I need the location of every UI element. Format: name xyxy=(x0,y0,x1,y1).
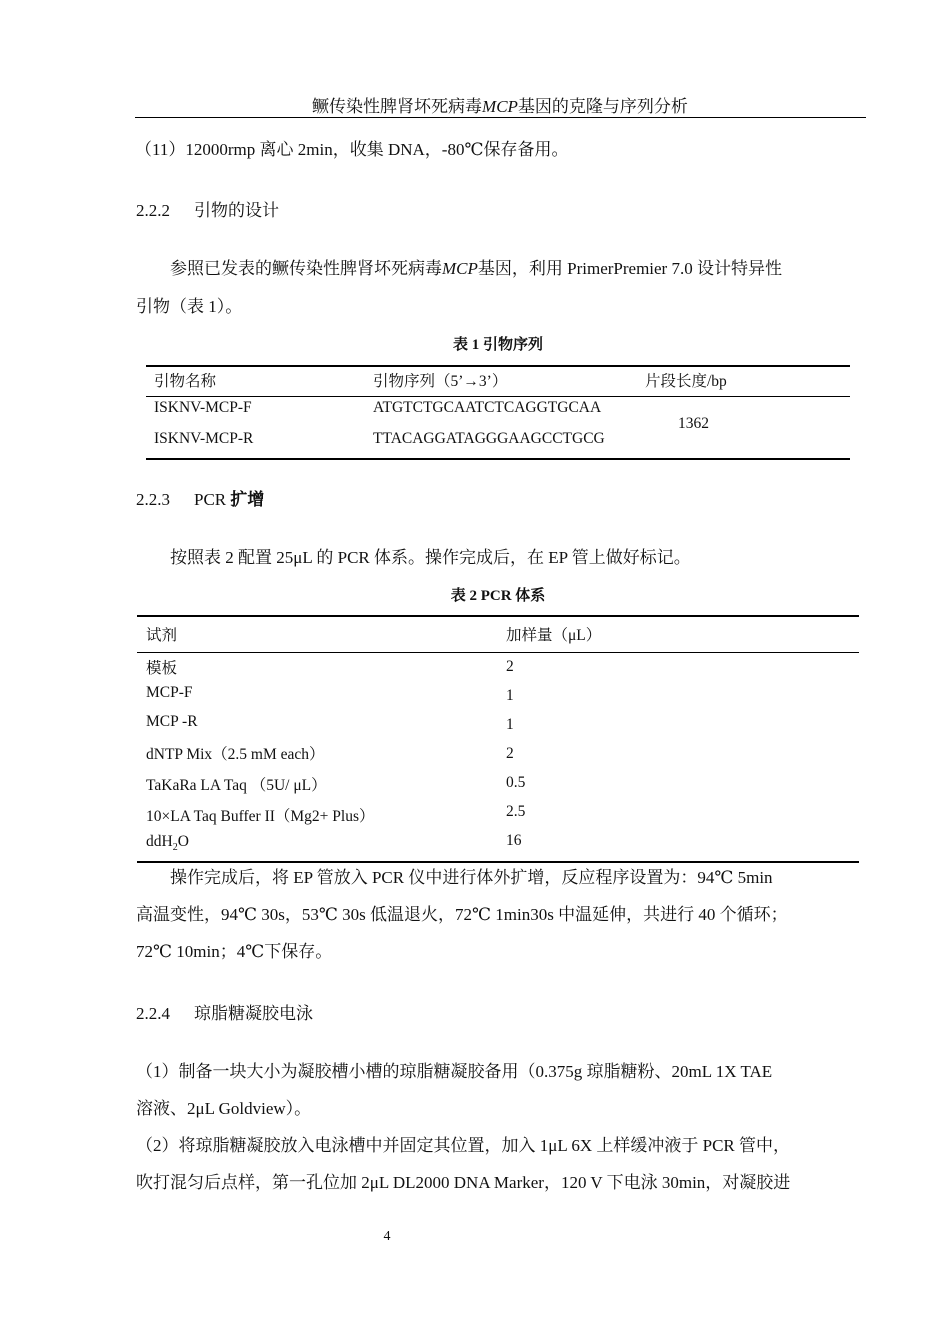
section-2-2-2-heading xyxy=(136,196,279,221)
table-1-row-2-sequence: TTACAGGATAGGGAAGCCTGCG xyxy=(373,430,605,447)
primer-paragraph-line-2: 引物（表 1）。 xyxy=(136,297,243,316)
table-2-row-amount: 16 xyxy=(506,832,522,849)
table-1-top-rule xyxy=(146,365,850,367)
table-2-row-reagent xyxy=(146,833,189,853)
table-2-header-rule xyxy=(137,652,859,653)
table-1-header-rule xyxy=(146,396,850,397)
section-title: 引物的设计 xyxy=(194,201,279,220)
table-2-row-amount: 1 xyxy=(506,687,514,704)
section-2-2-3-heading xyxy=(136,485,264,510)
ddh2o-pre: ddH xyxy=(146,833,173,850)
table-1-row-1-name: ISKNV-MCP-F xyxy=(154,399,252,416)
table-2-row-reagent: dNTP Mix（2.5 mM each） xyxy=(146,746,325,763)
table-2-row-amount: 1 xyxy=(506,716,514,733)
gel-step-2-line-2: 吹打混匀后点样，第一孔位加 2μL DL2000 DNA Marker，120 V 下电泳 30min，对凝胶进 xyxy=(136,1173,791,1192)
table-1-row-1-sequence: ATGTCTGCAATCTCAGGTGCAA xyxy=(373,399,602,416)
table-2-row-reagent: TaKaRa LA Taq （5U/ μL） xyxy=(146,777,327,794)
gel-step-1-line-2: 溶液、2μL Goldview）。 xyxy=(136,1099,312,1118)
primer-para-gene: MCP xyxy=(442,259,478,278)
section-title: 扩增 xyxy=(230,490,265,509)
header-title-post: 基因的克隆与序列分析 xyxy=(517,97,688,116)
table-2-top-rule xyxy=(137,615,859,617)
table-1-length-value: 1362 xyxy=(678,415,709,432)
table-2-header-reagent: 试剂 xyxy=(146,627,178,644)
header-rule xyxy=(135,117,866,118)
section-number: 2.2.4 xyxy=(136,1004,170,1023)
program-paragraph-line-1: 操作完成后，将 EP 管放入 PCR 仪中进行体外扩增，反应程序设置为：94℃ 5min xyxy=(170,868,773,887)
table-2-row-reagent: MCP -R xyxy=(146,713,198,730)
section-number: 2.2.3 xyxy=(136,490,170,509)
table-2-row-reagent: 模板 xyxy=(146,660,178,677)
running-header xyxy=(135,92,865,117)
page-number: 4 xyxy=(383,1229,391,1244)
pcr-paragraph: 按照表 2 配置 25μL 的 PCR 体系。操作完成后，在 EP 管上做好标记。 xyxy=(170,548,691,567)
program-paragraph-line-3: 72℃ 10min；4℃下保存。 xyxy=(136,942,333,961)
table-1-header-length: 片段长度/bp xyxy=(645,373,727,390)
ddh2o-post: O xyxy=(177,833,189,850)
table-2-header-amount: 加样量（μL） xyxy=(506,627,602,644)
table-2-row-reagent: MCP-F xyxy=(146,684,193,701)
header-gene: MCP xyxy=(482,97,518,116)
table-1-row-2-name: ISKNV-MCP-R xyxy=(154,430,254,447)
step-11: （11）12000rmp 离心 2min，收集 DNA，-80℃保存备用。 xyxy=(135,140,569,159)
table-1-header-sequence: 引物序列（5’→3’） xyxy=(373,373,508,390)
gel-step-1-line-1: （1）制备一块大小为凝胶槽小槽的琼脂糖凝胶备用（0.375g 琼脂糖粉、20mL 1X TAE xyxy=(136,1062,773,1081)
table-1-header-name: 引物名称 xyxy=(154,373,217,390)
ddh2o-sub: 2 xyxy=(172,842,178,854)
table-2-row-amount: 2.5 xyxy=(506,803,526,820)
primer-para-text-pre: 参照已发表的鳜传染性脾肾坏死病毒 xyxy=(170,259,442,278)
section-2-2-4-heading xyxy=(136,999,313,1024)
program-paragraph-line-2: 高温变性，94℃ 30s，53℃ 30s 低温退火，72℃ 1min30s 中温延伸，共进行 40 个循环； xyxy=(136,905,788,924)
header-title-pre: 鳜传染性脾肾坏死病毒 xyxy=(312,97,483,116)
table-2-row-amount: 0.5 xyxy=(506,774,526,791)
table-2-caption: 表 2 PCR 体系 xyxy=(450,588,546,604)
gel-step-2-line-1: （2）将琼脂糖凝胶放入电泳槽中并固定其位置，加入 1μL 6X 上样缓冲液于 PCR 管中， xyxy=(136,1136,791,1155)
table-1-caption: 表 1 引物序列 xyxy=(452,337,543,353)
table-2-row-amount: 2 xyxy=(506,745,514,762)
section-title: 琼脂糖凝胶电泳 xyxy=(194,1004,313,1023)
section-number: 2.2.2 xyxy=(136,201,170,220)
table-2-row-amount: 2 xyxy=(506,658,514,675)
table-2-row-reagent: 10×LA Taq Buffer II（Mg2+ Plus） xyxy=(146,808,375,825)
primer-para-text-post: 基因，利用 PrimerPremier 7.0 设计特异性 xyxy=(477,259,782,278)
primer-paragraph-line-1 xyxy=(170,258,782,280)
table-2-bottom-rule xyxy=(137,861,859,863)
table-1-bottom-rule xyxy=(146,458,850,460)
section-title-latin: PCR xyxy=(194,490,227,509)
